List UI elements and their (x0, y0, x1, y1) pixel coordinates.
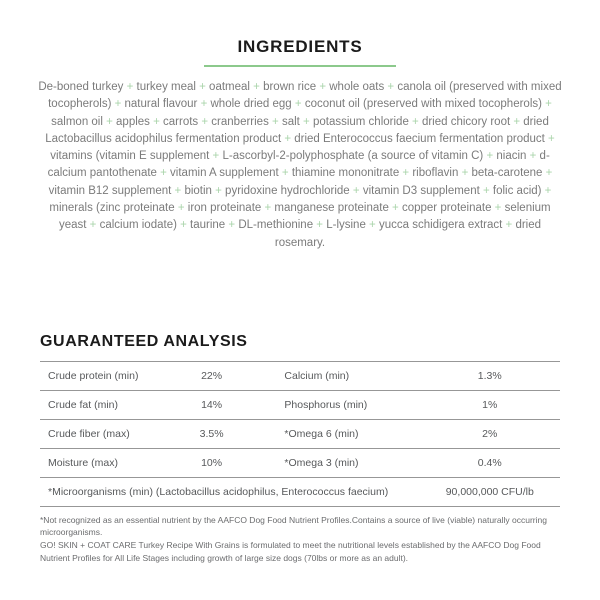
plus-separator: + (211, 184, 226, 197)
ingredient-item: natural flavour (124, 98, 198, 111)
ingredient-item: turkey meal (136, 81, 196, 93)
analysis-label: Phosphorus (min) (284, 399, 368, 411)
plus-separator: + (542, 167, 553, 180)
plus-separator: + (149, 115, 164, 128)
plus-separator: + (291, 98, 305, 111)
guaranteed-analysis-title: GUARANTEED ANALYSIS (40, 333, 248, 350)
ingredient-item: manganese proteinate (274, 202, 389, 215)
ingredient-item: whole oats (329, 81, 385, 93)
ingredient-item: biotin (184, 184, 212, 197)
aafco-nutrient-footnote: *Not recognized as an essential nutrient by the AAFCO Dog Food Nutrient Profiles.Contains a source of live (viable) naturally occurring microorganisms. (40, 515, 547, 537)
plus-separator: + (197, 98, 211, 111)
plus-separator: + (261, 202, 275, 215)
ingredient-item: dried chicory root (421, 115, 511, 128)
ingredient-item: dried Lactobacillus acidophilus fermentation product (45, 115, 549, 145)
ingredient-item: thiamine mononitrate (291, 167, 400, 180)
ingredient-item: beta-carotene (471, 167, 543, 180)
analysis-value: 1% (482, 399, 498, 411)
ingredient-item: niacin (496, 150, 527, 163)
ingredient-item: De-boned turkey (38, 81, 124, 93)
ingredients-title: INGREDIENTS (237, 37, 363, 56)
analysis-label: *Microorganisms (min) (Lactobacillus acidophilus, Enterococcus faecium) (48, 486, 389, 498)
ingredient-item: coconut oil (preserved with mixed tocopherols) (304, 98, 542, 111)
analysis-value: 3.5% (199, 428, 224, 440)
ingredients-section (0, 0, 600, 252)
plus-separator: + (156, 167, 171, 180)
analysis-label: Calcium (min) (284, 370, 350, 382)
plus-separator: + (123, 81, 137, 93)
analysis-value: 14% (201, 399, 223, 411)
analysis-label: *Omega 6 (min) (284, 428, 359, 440)
plus-separator: + (316, 81, 330, 93)
ingredient-item: canola oil (preserved with mixed tocopherols) (48, 81, 562, 111)
plus-separator: + (510, 115, 524, 128)
plus-separator: + (541, 98, 552, 111)
ingredient-item: vitamin B12 supplement (48, 184, 172, 197)
guaranteed-analysis-section (40, 333, 560, 507)
ingredient-item: potassium chloride (312, 115, 409, 128)
ingredient-item: cranberries (211, 115, 269, 128)
plus-separator: + (408, 115, 422, 128)
formulation-statement: GO! SKIN + COAT CARE Turkey Recipe With Grains is formulated to meet the nutritional levels established by the AAFCO Dog Food Nutrient Profiles for All Life Stages including growth of large size dogs (70lbs or more as an adult). (40, 540, 541, 563)
plus-separator: + (268, 115, 282, 128)
analysis-label: Moisture (max) (48, 457, 119, 469)
ingredient-item: folic acid) (492, 184, 542, 197)
analysis-value: 90,000,000 CFU/lb (445, 486, 534, 498)
ingredient-item: iron proteinate (187, 202, 262, 215)
ingredient-item: brown rice (263, 81, 317, 93)
plus-separator: + (176, 219, 191, 232)
ingredient-item: vitamin D3 supplement (362, 184, 480, 197)
analysis-label: Crude fat (min) (48, 399, 119, 411)
plus-separator: + (544, 132, 555, 145)
plus-separator: + (171, 184, 185, 197)
ingredient-item: L-ascorbyl-2-polyphosphate (a source of vitamin C) (222, 150, 484, 163)
plus-separator: + (541, 184, 552, 197)
green-divider-rule (204, 65, 396, 67)
plus-separator: + (195, 81, 210, 93)
plus-separator: + (313, 219, 327, 232)
plus-separator: + (502, 219, 516, 232)
ingredient-item: salmon oil (51, 115, 103, 128)
plus-separator: + (491, 202, 505, 215)
plus-separator: + (365, 219, 379, 232)
plus-separator: + (225, 219, 239, 232)
plus-separator: + (209, 150, 223, 163)
plus-separator: + (249, 81, 264, 93)
table-row (40, 420, 560, 449)
table-row (40, 449, 560, 478)
ingredient-item: d-calcium pantothenate (47, 150, 550, 180)
plus-separator: + (526, 150, 540, 163)
plus-separator: + (388, 202, 402, 215)
table-row (40, 391, 560, 420)
ingredient-item: taurine (190, 219, 226, 232)
ingredient-item: DL-methionine (238, 219, 314, 232)
analysis-value: 22% (201, 370, 223, 382)
plus-separator: + (483, 150, 497, 163)
plus-separator: + (299, 115, 313, 128)
plus-separator: + (281, 132, 295, 145)
ingredient-item: L-lysine (326, 219, 366, 232)
analysis-value: 2% (482, 428, 498, 440)
analysis-value: 10% (201, 457, 223, 469)
table-row (40, 362, 560, 391)
plus-separator: + (111, 98, 125, 111)
analysis-value: 0.4% (477, 457, 502, 469)
ingredient-item: pyridoxine hydrochloride (225, 184, 350, 197)
ingredient-item: dried Enterococcus faecium fermentation product (294, 132, 545, 145)
ingredients-list (37, 79, 563, 252)
guaranteed-analysis-table (40, 361, 560, 507)
ingredient-item: selenium yeast (58, 202, 551, 232)
plus-separator: + (479, 184, 493, 197)
analysis-label: Crude fiber (max) (48, 428, 130, 440)
ingredient-item: minerals (zinc proteinate (49, 202, 175, 215)
ingredient-item: copper proteinate (401, 202, 492, 215)
plus-separator: + (174, 202, 188, 215)
plus-separator: + (278, 167, 292, 180)
analysis-label: *Omega 3 (min) (284, 457, 359, 469)
ingredient-item: vitamins (vitamin E supplement (50, 150, 210, 163)
plus-separator: + (349, 184, 363, 197)
plus-separator: + (399, 167, 413, 180)
plus-separator: + (198, 115, 212, 128)
ingredient-item: yucca schidigera extract (378, 219, 503, 232)
plus-separator: + (458, 167, 472, 180)
ingredient-item: salt (281, 115, 300, 128)
analysis-label: Crude protein (min) (48, 370, 139, 382)
ingredient-item: oatmeal (209, 81, 250, 93)
ingredient-item: carrots (163, 115, 199, 128)
ingredient-item: apples (116, 115, 150, 128)
ingredient-item: vitamin A supplement (170, 167, 279, 180)
analysis-value: 1.3% (477, 370, 502, 382)
ingredient-item: dried rosemary. (274, 219, 542, 249)
table-footer-row (40, 478, 560, 507)
plus-separator: + (384, 81, 398, 93)
plus-separator: + (86, 219, 100, 232)
ingredient-item: calcium iodate) (99, 219, 177, 232)
ingredient-item: riboflavin (412, 167, 459, 180)
ingredient-item: whole dried egg (210, 98, 292, 111)
plus-separator: + (102, 115, 117, 128)
